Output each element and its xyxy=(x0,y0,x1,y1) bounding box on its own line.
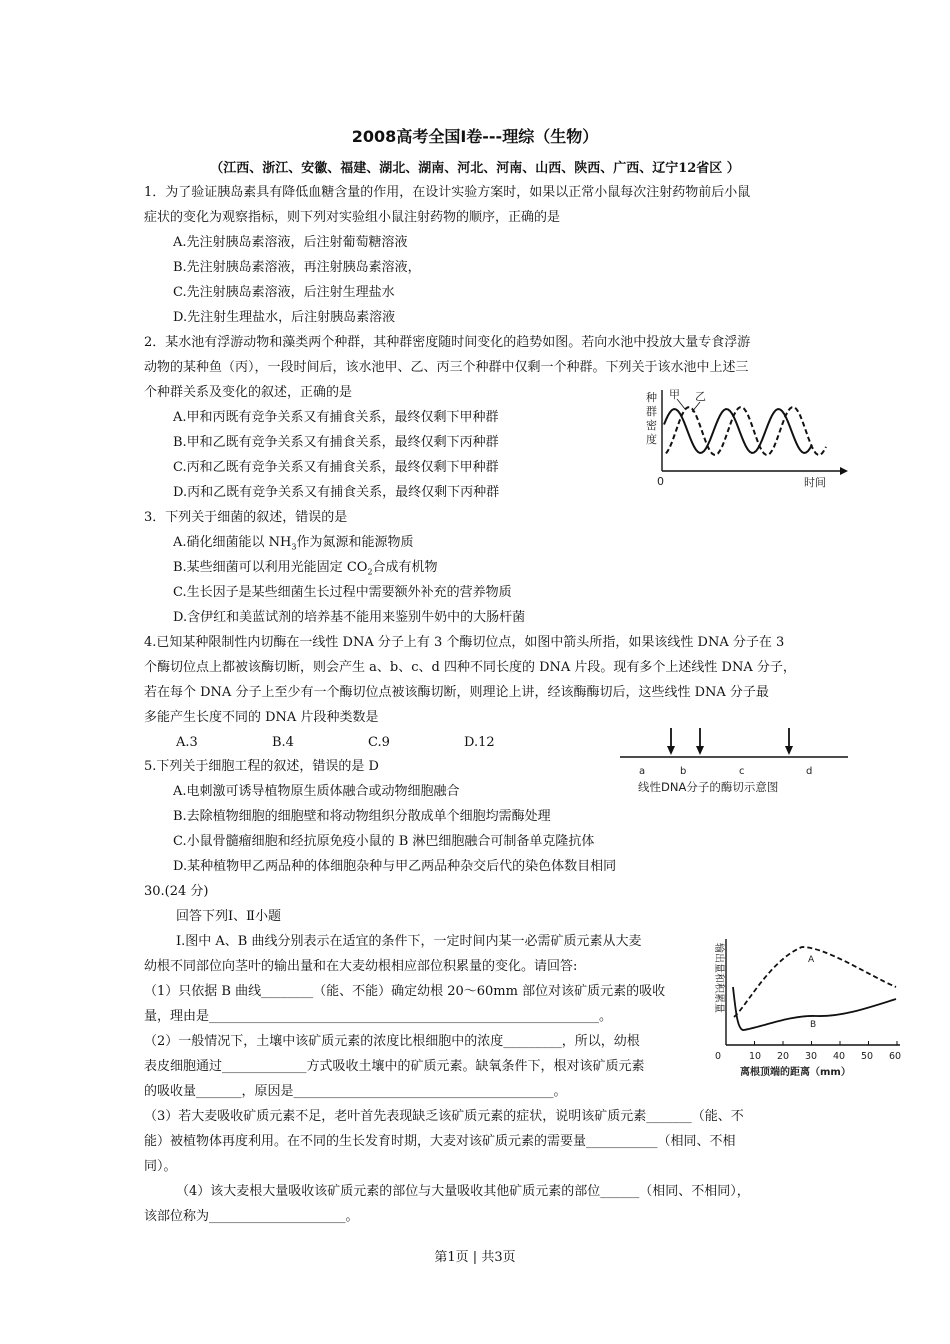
q2-option-c: C.丙和乙既有竞争关系又有捕食关系，最终仅剩下甲种群 xyxy=(173,460,499,475)
dna-segment-b-label: b xyxy=(680,766,687,777)
dna-segment-c-label: c xyxy=(739,766,745,777)
q2-fig-label-jia: 甲 xyxy=(669,388,680,401)
q2-stem-line3: 个种群关系及变化的叙述，正确的是 xyxy=(144,385,353,400)
q2-fig-leader-jia xyxy=(677,399,685,409)
dna-segment-d-label: d xyxy=(806,766,813,777)
mineral-element-figure xyxy=(700,935,915,1085)
q3-stem: 3．下列关于细菌的叙述，错误的是 xyxy=(144,510,348,525)
q4-option-b: B.4 xyxy=(272,735,294,750)
q30-fig-tick-50: 50 xyxy=(861,1051,874,1062)
q30-fig-tick-20: 20 xyxy=(777,1051,790,1062)
q30-sub1-line2: 量，理由是____________________________________________________________。 xyxy=(144,1009,613,1024)
q30-fig-ylabel: 输出量和积累量 xyxy=(713,943,724,1013)
q1-stem-line1: 1．为了验证胰岛素具有降低血糖含量的作用，在设计实验方案时，如果以正常小鼠每次注射药物前后小鼠 xyxy=(144,185,751,200)
page-footer: 第1页 | 共3页 xyxy=(434,1250,516,1265)
q2-stem-line2: 动物的某种鱼（丙），一段时间后，该水池甲、乙、丙三个种群中仅剩一个种群。下列关于该水池中上述三 xyxy=(144,360,749,375)
q2-fig-xlabel: 时间 xyxy=(804,476,826,489)
q5-option-b: B.去除植物细胞的细胞壁和将动物组织分散成单个细胞均需酶处理 xyxy=(173,809,551,824)
q30-intro: 回答下列Ⅰ、Ⅱ小题 xyxy=(176,909,281,924)
q30-sub3-line2: 能）被植物体再度利用。在不同的生长发育时期，大麦对该矿质元素的需要量___________（相同、不相 xyxy=(144,1134,736,1149)
q30-fig-label-b: B xyxy=(810,1020,817,1030)
q1-option-b: B.先注射胰岛素溶液，再注射胰岛素溶液， xyxy=(173,260,421,275)
q1-option-a: A.先注射胰岛素溶液，后注射葡萄糖溶液 xyxy=(173,235,408,250)
cut-arrow-2 xyxy=(696,728,704,755)
q5-option-a: A.电刺激可诱导植物原生质体融合或动物细胞融合 xyxy=(173,784,460,799)
cut-arrow-3 xyxy=(785,728,793,755)
q30-sub3-line1: （3）若大麦吸收矿质元素不足，老叶首先表现缺乏该矿质元素的症状，说明该矿质元素_______（能、不 xyxy=(144,1109,744,1124)
q30-fig-tick-0: 0 xyxy=(715,1051,722,1062)
q2-fig-ylabel-1: 种 xyxy=(646,391,657,404)
q2-fig-ylabel-4: 度 xyxy=(646,433,657,446)
q30-fig-tick-40: 40 xyxy=(833,1051,846,1062)
q30-sub2-line1: （2）一般情况下，土壤中该矿质元素的浓度比根细胞中的浓度_________，所以，幼根 xyxy=(144,1034,640,1049)
q30-fig-label-a: A xyxy=(808,955,815,965)
q2-fig-ylabel-3: 密 xyxy=(646,419,657,432)
q3-option-c: C.生长因子是某些细菌生长过程中需要额外补充的营养物质 xyxy=(173,585,512,600)
q30-fig-tick-30: 30 xyxy=(805,1051,818,1062)
q30-fig-tick-60: 60 xyxy=(889,1051,902,1062)
dna-segment-a-label: a xyxy=(639,766,646,777)
q30-para-line2: 幼根不同部位向茎叶的输出量和在大麦幼根相应部位积累量的变化。请回答: xyxy=(144,959,578,974)
q4-option-c: C.9 xyxy=(368,735,390,750)
dna-figure-caption: 线性DNA分子的酶切示意图 xyxy=(638,780,779,794)
page-subtitle: （江西、浙江、安徽、福建、湖北、湖南、河北、河南、山西、陕西、广西、辽宁12省区 ） xyxy=(210,161,740,176)
q1-option-c: C.先注射胰岛素溶液，后注射生理盐水 xyxy=(173,285,395,300)
q30-sub4-line2: 该部位称为_____________________。 xyxy=(144,1209,359,1224)
q30-sub2-line3: 的吸收量_______，原因是________________________________________。 xyxy=(144,1084,567,1099)
q4-option-d: D.12 xyxy=(464,735,495,750)
q5-stem: 5.下列关于细胞工程的叙述，错误的是 D xyxy=(144,759,379,774)
q2-fig-origin: 0 xyxy=(657,475,664,488)
q1-option-d: D.先注射生理盐水，后注射胰岛素溶液 xyxy=(173,310,396,325)
q30-sub4-line1: （4）该大麦根大量吸收该矿质元素的部位与大量吸收其他矿质元素的部位______（相同、不相同）， xyxy=(176,1184,750,1199)
q1-stem-line2: 症状的变化为观察指标，则下列对实验组小鼠注射药物的顺序，正确的是 xyxy=(144,210,561,225)
q4-stem-line3: 若在每个 DNA 分子上至少有一个酶切位点被该酶切断，则理论上讲，经该酶酶切后，这些线性 DNA 分子最 xyxy=(144,685,769,700)
q30-fig-xlabel: 离根顶端的距离（mm） xyxy=(740,1067,851,1078)
q2-fig-x-arrow xyxy=(840,467,848,475)
q2-fig-label-yi: 乙 xyxy=(695,390,706,403)
q30-fig-tick-10: 10 xyxy=(749,1051,762,1062)
q2-fig-ylabel-2: 群 xyxy=(646,405,657,418)
q3-option-d: D.含伊红和美蓝试剂的培养基不能用来鉴别牛奶中的大肠杆菌 xyxy=(173,610,526,625)
q4-stem-line4: 多能产生长度不同的 DNA 片段种类数是 xyxy=(144,710,379,725)
q3-option-b: B.某些细菌可以利用光能固定 $CO_2$合成有机物 xyxy=(173,560,438,577)
q4-option-a: A.3 xyxy=(176,735,198,750)
population-density-figure xyxy=(640,385,855,495)
q5-option-c: C.小鼠骨髓瘤细胞和经抗原免疫小鼠的 B 淋巴细胞融合可制备单克隆抗体 xyxy=(173,834,595,849)
dna-cut-figure xyxy=(612,724,852,798)
q5-option-d: D.某种植物甲乙两品种的体细胞杂种与甲乙两品种杂交后代的染色体数目相同 xyxy=(173,859,617,874)
q2-option-b: B.甲和乙既有竞争关系又有捕食关系，最终仅剩下丙种群 xyxy=(173,435,499,450)
q2-fig-curve-jia xyxy=(664,409,812,453)
q2-option-a: A.甲和丙既有竞争关系又有捕食关系，最终仅剩下甲种群 xyxy=(173,410,499,425)
q4-stem-line2: 个酶切位点上都被该酶切断，则会产生 a、b、c、d 四种不同长度的 DNA 片段。现有多个上述线性 DNA 分子， xyxy=(144,660,796,675)
q4-stem-line1: 4.已知某种限制性内切酶在一线性 DNA 分子上有 3 个酶切位点，如图中箭头所指，如果该线性 DNA 分子在 3 xyxy=(144,635,785,650)
page-title: 2008高考全国Ⅰ卷---理综（生物） xyxy=(351,127,599,146)
q3-option-a: A.硝化细菌能以 $NH_3$作为氮源和能源物质 xyxy=(173,535,414,552)
q30-sub1-line1: （1）只依据 B 曲线________（能、不能）确定幼根 20～60mm 部位对该矿质元素的吸收 xyxy=(144,984,666,999)
q2-stem-line1: 2．某水池有浮游动物和藻类两个种群，其种群密度随时间变化的趋势如图。若向水池中投放大量专食浮游 xyxy=(144,335,751,350)
q30-sub3-line3: 同）。 xyxy=(144,1159,177,1174)
cut-arrow-1 xyxy=(667,728,675,755)
q30-para-line1: Ⅰ.图中 A、B 曲线分别表示在适宜的条件下，一定时间内某一必需矿质元素从大麦 xyxy=(176,934,642,949)
q30-sub2-line2: 表皮细胞通过_____________方式吸收土壤中的矿质元素。缺氧条件下，根对该矿质元素 xyxy=(144,1059,645,1074)
q2-option-d: D.丙和乙既有竞争关系又有捕食关系，最终仅剩下丙种群 xyxy=(173,485,500,500)
q30-heading: 30.(24 分) xyxy=(144,884,209,899)
